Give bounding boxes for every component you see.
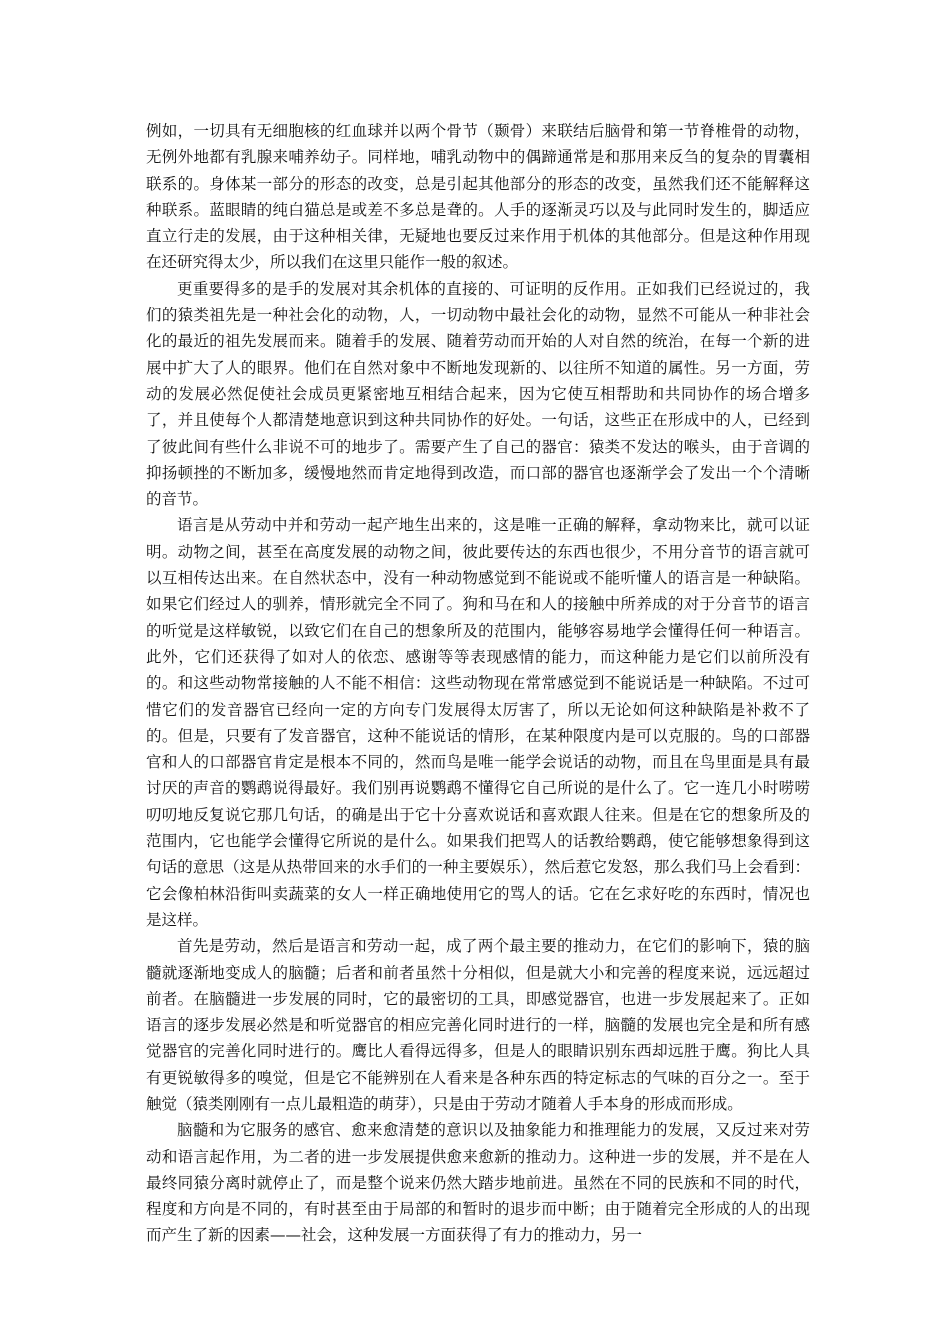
paragraph-3: 语言是从劳动中并和劳动一起产地生出来的，这是唯一正确的解释，拿动物来比，就可以证明。动物之间，甚至在高度发展的动物之间，彼此要传达的东西也很少，不用分音节的语言就可以互相传达出来。在自然状态中，没有一种动物感觉到不能说或不能听懂人的语言是一种缺陷。如果它们经过人的驯养，情形就完全不同了。狗和马在和人的接触中所养成的对于分音节的语言的听觉是这样敏锐，以致它们在自己的想象所及的范围内，能够容易地学会懂得任何一种语言。此外，它们还获得了如对人的依恋、感谢等等表现感情的能力，而这种能力是它们以前所没有的。和这些动物常接触的人不能不相信：这些动物现在常常感觉到不能说话是一种缺陷。不过可惜它们的发音器官已经向一定的方向专门发展得太厉害了，所以无论如何这种缺陷是补救不了的。但是，只要有了发音器官，这种不能说话的情形，在某种限度内是可以克服的。鸟的口部器官和人的口部器官肯定是根本不同的，然而鸟是唯一能学会说话的动物，而且在鸟里面是具有最讨厌的声音的鹦鹉说得最好。我们别再说鹦鹉不懂得它自己所说的是什么了。它一连几小时唠唠叨叨地反复说它那几句话，的确是出于它十分喜欢说话和喜欢跟人往来。但是在它的想象所及的范围内，它也能学会懂得它所说的是什么。如果我们把骂人的话教给鹦鹉，使它能够想象得到这句话的意思（这是从热带回来的水手们的一种主要娱乐），然后惹它发怒，那么我们马上会看到：它会像柏林沿街叫卖蔬菜的女人一样正确地使用它的骂人的话。它在乞求好吃的东西时，情况也是这样。 — [146, 516, 810, 929]
paragraph-1: 例如，一切具有无细胞核的红血球并以两个骨节（颞骨）来联结后脑骨和第一节脊椎骨的动物，无例外地都有乳腺来哺养幼子。同样地，哺乳动物中的偶蹄通常是和那用来反刍的复杂的胃囊相联系的。身体某一部分的形态的改变，总是引起其他部分的形态的改变，虽然我们还不能解释这种联系。蓝眼睛的纯白猫总是或差不多总是聋的。人手的逐渐灵巧以及与此同时发生的，脚适应直立行走的发展，由于这种相关律，无疑地也要反过来作用于机体的其他部分。但是这种作用现在还研究得太少，所以我们在这里只能作一般的叙述。 — [146, 122, 810, 272]
paragraph-5: 脑髓和为它服务的感官、愈来愈清楚的意识以及抽象能力和推理能力的发展，又反过来对劳动和语言起作用，为二者的进一步发展提供愈来愈新的推动力。这种进一步的发展，并不是在人最终同猿分离时就停止了，而是整个说来仍然大踏步地前进。虽然在不同的民族和不同的时代，程度和方向是不同的，有时甚至由于局部的和暂时的退步而中断；由于随着完全形成的人的出现而产生了新的因素——社会，这种发展一方面获得了有力的推动力，另一 — [146, 1121, 810, 1245]
paragraph-4: 首先是劳动，然后是语言和劳动一起，成了两个最主要的推动力，在它们的影响下，猿的脑髓就逐渐地变成人的脑髓；后者和前者虽然十分相似，但是就大小和完善的程度来说，远远超过前者。在脑髓进一步发展的同时，它的最密切的工具，即感觉器官，也进一步发展起来了。正如语言的逐步发展必然是和听觉器官的相应完善化同时进行的一样，脑髓的发展也完全是和所有感觉器官的完善化同时进行的。鹰比人看得远得多，但是人的眼睛识别东西却远胜于鹰。狗比人具有更锐敏得多的嗅觉，但是它不能辨别在人看来是各种东西的特定标志的气味的百分之一。至于触觉（猿类刚刚有一点儿最粗造的萌芽），只是由于劳动才随着人手本身的形成而形成。 — [146, 937, 810, 1113]
paragraph-2: 更重要得多的是手的发展对其余机体的直接的、可证明的反作用。正如我们已经说过的，我们的猿类祖先是一种社会化的动物，人，一切动物中最社会化的动物，显然不可能从一种非社会化的最近的祖先发展而来。随着手的发展、随着劳动而开始的人对自然的统治，在每一个新的进展中扩大了人的眼界。他们在自然对象中不断地发现新的、以往所不知道的属性。另一方面，劳动的发展必然促使社会成员更紧密地互相结合起来，因为它使互相帮助和共同协作的场合增多了，并且使每个人都清楚地意识到这种共同协作的好处。一句话，这些正在形成中的人，已经到了彼此间有些什么非说不可的地步了。需要产生了自己的器官：猿类不发达的喉头，由于音调的抑扬顿挫的不断加多，缓慢地然而肯定地得到改造，而口部的器官也逐渐学会了发出一个个清晰的音节。 — [146, 279, 810, 509]
body-text — [146, 118, 810, 1249]
